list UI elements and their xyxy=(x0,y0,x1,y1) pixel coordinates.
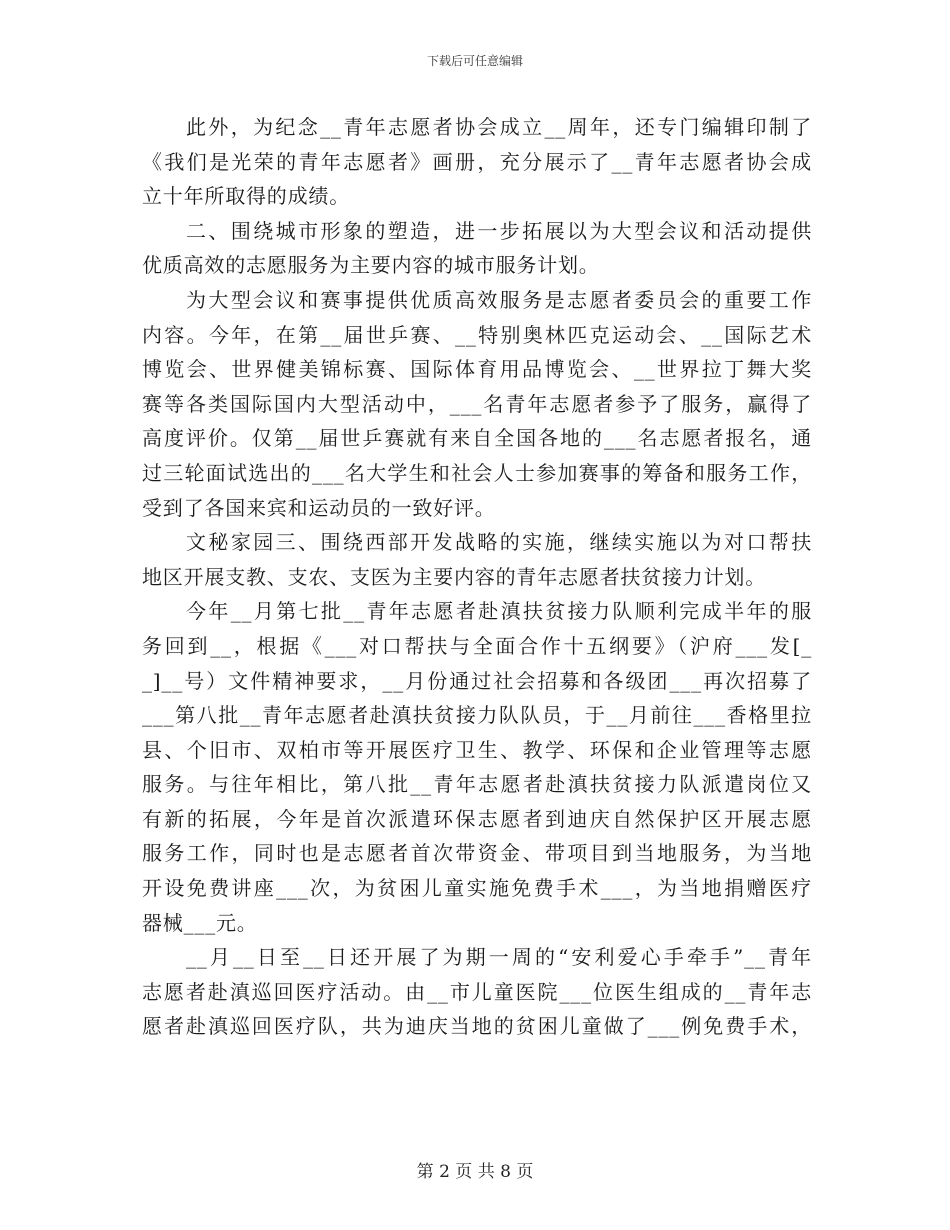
paragraph-line: 开设免费讲座___次，为贫困儿童实施免费手术___，为当地捐赠医疗 xyxy=(142,876,812,901)
paragraph-line: 此外，为纪念__青年志愿者协会成立__周年，还专门编辑印制了 xyxy=(186,115,812,139)
page-header: 下载后可任意编辑 xyxy=(426,54,523,68)
paragraph-line: 高度评价。仅第__届世乒赛就有来自全国各地的___名志愿者报名，通 xyxy=(142,426,812,451)
paragraph-line: 有新的拓展，今年是首次派遣环保志愿者到迪庆自然保护区开展志愿 xyxy=(142,806,812,831)
paragraph-line: 赛等各类国际国内大型活动中，___名青年志愿者参予了服务，赢得了 xyxy=(142,391,812,416)
section-heading-line: 优质高效的志愿服务为主要内容的城市服务计划。 xyxy=(142,253,600,278)
section-heading-line: 地区开展支教、支农、支医为主要内容的青年志愿者扶贫接力计划。 xyxy=(142,564,766,589)
paragraph-line: 立十年所取得的成绩。 xyxy=(142,184,350,209)
paragraph-line: __月__日至__日还开展了为期一周的“安利爱心手牵手”__青年 xyxy=(186,945,812,970)
paragraph-line: 过三轮面试选出的___名大学生和社会人士参加赛事的筹备和服务工作， xyxy=(142,460,812,485)
paragraph-line: 器械___元。 xyxy=(142,910,258,935)
paragraph-line: 受到了各国来宾和运动员的一致好评。 xyxy=(142,495,496,520)
paragraph-line: 内容。今年，在第__届世乒赛、__特别奥林匹克运动会、__国际艺术 xyxy=(142,322,812,347)
paragraph-line: 县、个旧市、双柏市等开展医疗卫生、教学、环保和企业管理等志愿 xyxy=(142,737,812,762)
document-body xyxy=(142,110,812,1044)
paragraph-line: 博览会、世界健美锦标赛、国际体育用品博览会、__世界拉丁舞大奖 xyxy=(142,357,812,382)
page-footer: 第 2 页 共 8 页 xyxy=(416,1162,534,1182)
paragraph-line: 志愿者赴滇巡回医疗活动。由__市儿童医院___位医生组成的__青年志 xyxy=(142,979,812,1004)
paragraph-line: 服务工作，同时也是志愿者首次带资金、带项目到当地服务，为当地 xyxy=(142,841,812,866)
paragraph-line: ___第八批__青年志愿者赴滇扶贫接力队队员，于__月前往___香格里拉 xyxy=(142,703,812,728)
paragraph-line: 《我们是光荣的青年志愿者》画册，充分展示了__青年志愿者协会成 xyxy=(142,149,812,174)
section-heading-line: 二、围绕城市形象的塑造，进一步拓展以为大型会议和活动提供 xyxy=(186,218,812,243)
paragraph-line: 为大型会议和赛事提供优质高效服务是志愿者委员会的重要工作 xyxy=(186,287,812,312)
paragraph-line: _]__号）文件精神要求，__月份通过社会招募和各级团___再次招募了 xyxy=(142,668,812,693)
section-heading-line: 文秘家园三、围绕西部开发战略的实施，继续实施以为对口帮扶 xyxy=(186,530,812,555)
paragraph-line: 愿者赴滇巡回医疗队，共为迪庆当地的贫困儿童做了___例免费手术， xyxy=(142,1014,812,1039)
paragraph-line: 今年__月第七批__青年志愿者赴滇扶贫接力队顺利完成半年的服 xyxy=(186,599,812,624)
paragraph-line: 服务。与往年相比，第八批__青年志愿者赴滇扶贫接力队派遣岗位又 xyxy=(142,772,812,797)
paragraph-line: 务回到__，根据《___对口帮扶与全面合作十五纲要》（沪府___发[_ xyxy=(142,633,812,658)
